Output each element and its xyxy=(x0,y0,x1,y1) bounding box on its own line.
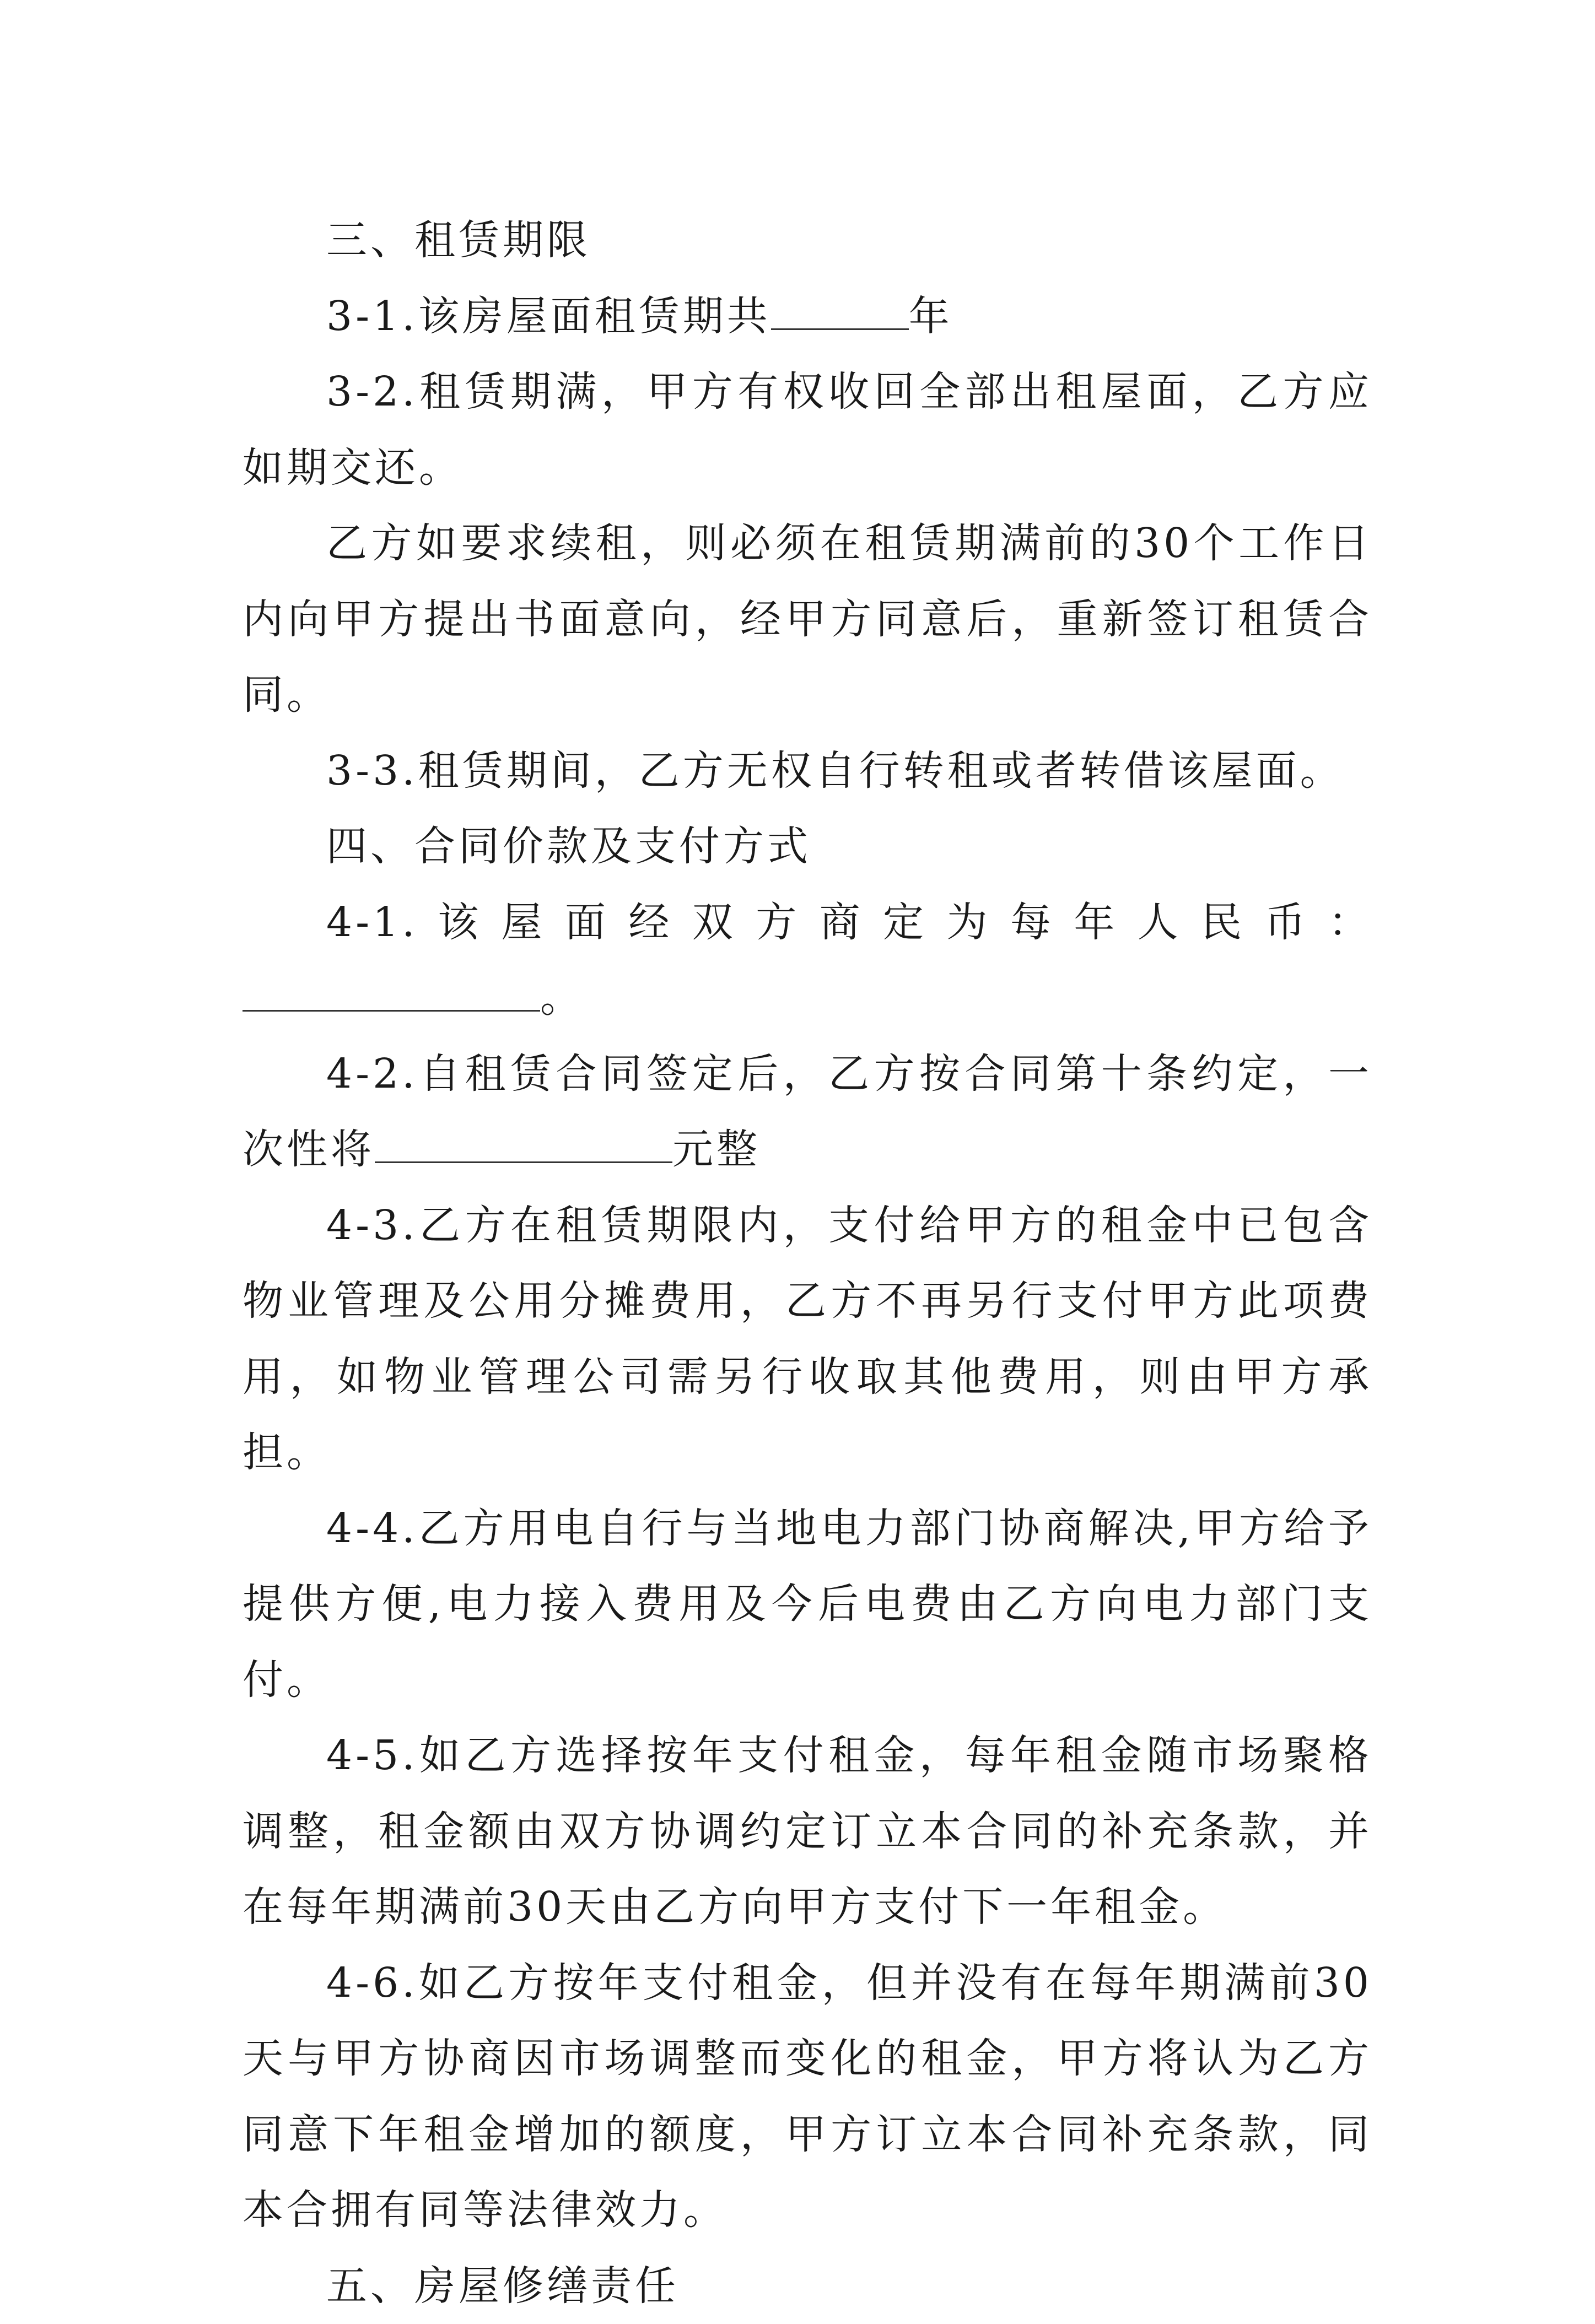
clause-4-6: 4-6.如乙方按年支付租金，但并没有在每年期满前30天与甲方协商因市场调整而变化的租金，甲方将认为乙方同意下年租金增加的额度，甲方订立本合同补充条款，同本合拥有同等法律效力。 xyxy=(243,1945,1372,2249)
clause-4-3: 4-3.乙方在租赁期限内，支付给甲方的租金中已包含物业管理及公用分摊费用，乙方不再另行支付甲方此项费用，如物业管理公司需另行收取其他费用，则由甲方承担。 xyxy=(243,1188,1372,1491)
clause-3-3: 3-3.租赁期间，乙方无权自行转租或者转借该屋面。 xyxy=(243,733,1372,809)
section-heading-repair-responsibility: 五、房屋修缮责任 xyxy=(243,2249,1372,2324)
clause-4-1-text: 4-1.该屋面经双方商定为每年人民币： xyxy=(326,899,1372,946)
clause-4-4: 4-4.乙方用电自行与当地电力部门协商解决,甲方给予提供方便,电力接入费用及今后电费由乙方向电力部门支付。 xyxy=(243,1491,1372,1718)
clause-4-2-suffix: 元整 xyxy=(672,1126,761,1173)
clause-3-1 xyxy=(243,279,1372,355)
section-heading-price-payment: 四、合同价款及支付方式 xyxy=(243,809,1372,885)
clause-3-2: 3-2.租赁期满，甲方有权收回全部出租屋面，乙方应如期交还。 xyxy=(243,354,1372,506)
clause-4-2 xyxy=(243,1036,1372,1188)
section-heading-lease-term: 三、租赁期限 xyxy=(243,203,1372,279)
renewal-paragraph: 乙方如要求续租，则必须在租赁期满前的30个工作日内向甲方提出书面意向，经甲方同意后，重新签订租赁合同。 xyxy=(243,506,1372,733)
clause-4-2-text: 4-2.自租赁合同签定后，乙方按合同第十条约定，一次性将 xyxy=(243,1050,1372,1174)
clause-4-1-suffix: 。 xyxy=(540,974,584,1022)
clause-4-5: 4-5.如乙方选择按年支付租金，每年租金随市场聚格调整，租金额由双方协调约定订立本合同的补充条款，并在每年期满前30天由乙方向甲方支付下一年租金。 xyxy=(243,1718,1372,1945)
lump-sum-blank[interactable] xyxy=(375,1127,672,1163)
annual-rent-blank[interactable] xyxy=(243,976,540,1012)
clause-4-1 xyxy=(243,885,1372,1036)
clause-3-1-suffix: 年 xyxy=(909,293,953,340)
clause-3-1-text: 3-1.该房屋面租赁期共 xyxy=(326,293,771,340)
lease-years-blank[interactable] xyxy=(771,294,909,330)
document-body xyxy=(243,203,1372,2324)
